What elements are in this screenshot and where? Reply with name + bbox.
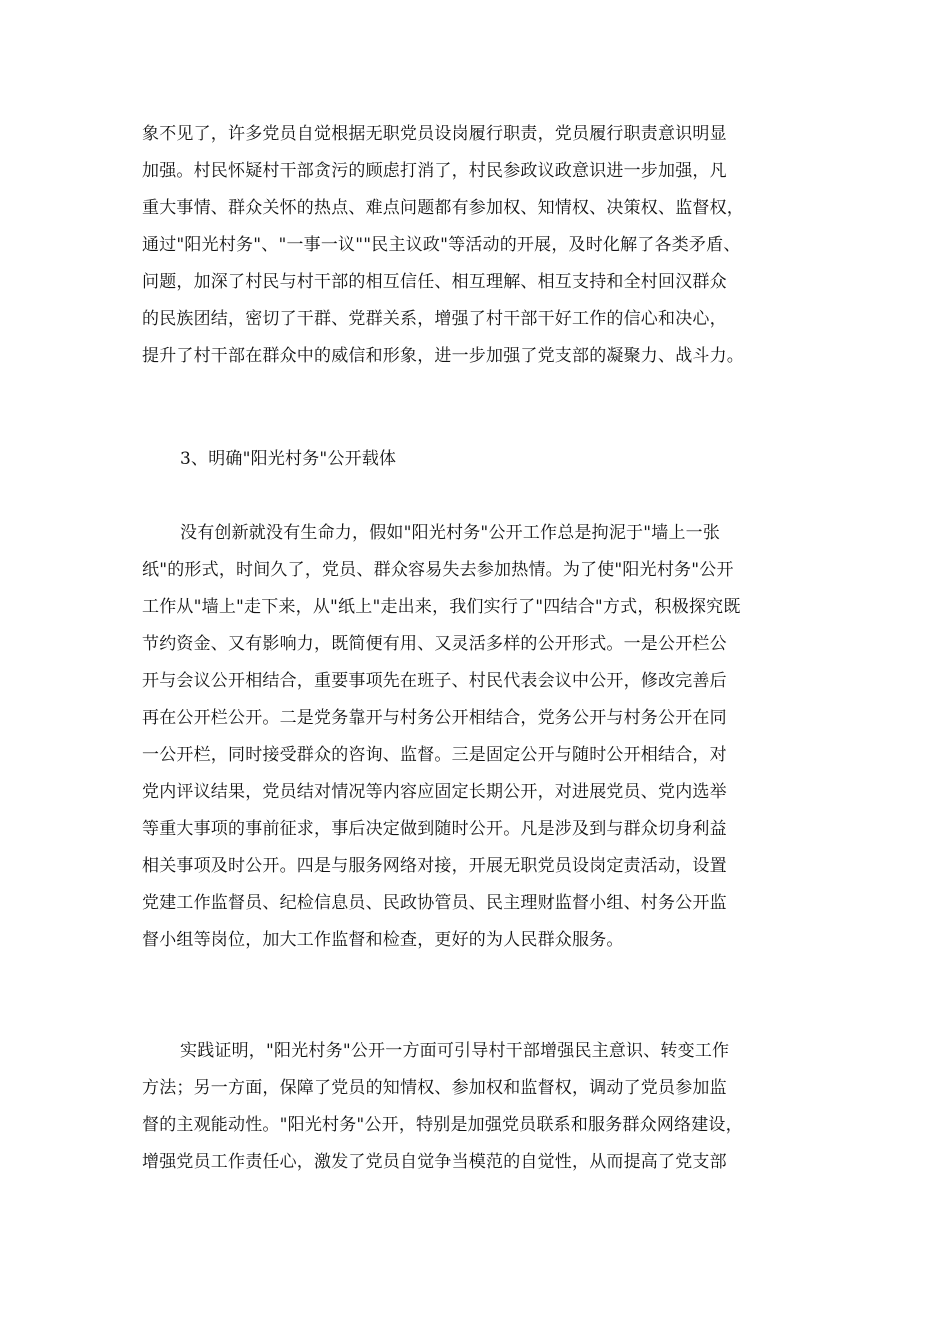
paragraph-line: 工作从"墙上"走下来，从"纸上"走出来，我们实行了"四结合"方式，积极探究既 [142, 597, 741, 617]
paragraph-line: 再在公开栏公开。二是党务靠开与村务公开相结合，党务公开与村务公开在同 [142, 708, 727, 728]
paragraph-line: 通过"阳光村务"、"一事一议""民主议政"等活动的开展，及时化解了各类矛盾、 [142, 235, 741, 255]
paragraph-line: 实践证明，"阳光村务"公开一方面可引导村干部增强民主意识、转变工作 [180, 1041, 730, 1061]
paragraph-line: 增强党员工作责任心，激发了党员自觉争当模范的自觉性，从而提高了党支部 [142, 1152, 727, 1172]
paragraph-line: 相关事项及时公开。四是与服务网络对接，开展无职党员设岗定责活动，设置 [142, 856, 727, 876]
paragraph-line: 提升了村干部在群众中的威信和形象，进一步加强了党支部的凝聚力、战斗力。 [142, 346, 744, 366]
paragraph-line: 没有创新就没有生命力，假如"阳光村务"公开工作总是拘泥于"墙上一张 [180, 523, 721, 543]
paragraph-line: 节约资金、又有影响力，既简便有用、又灵活多样的公开形式。一是公开栏公 [142, 634, 727, 654]
paragraph-line: 方法；另一方面，保障了党员的知情权、参加权和监督权，调动了党员参加监 [142, 1078, 727, 1098]
paragraph-line: 督小组等岗位，加大工作监督和检查，更好的为人民群众服务。 [142, 930, 624, 950]
paragraph-line: 问题，加深了村民与村干部的相互信任、相互理解、相互支持和全村回汉群众 [142, 272, 727, 292]
paragraph-2 [142, 515, 808, 959]
paragraph-line: 的民族团结，密切了干群、党群关系，增强了村干部干好工作的信心和决心， [142, 309, 727, 329]
paragraph-line: 等重大事项的事前征求，事后决定做到随时公开。凡是涉及到与群众切身利益 [142, 819, 727, 839]
section-heading-text: 3、明确"阳光村务"公开载体 [180, 449, 397, 469]
paragraph-line: 党内评议结果，党员结对情况等内容应固定长期公开，对进展党员、党内选举 [142, 782, 727, 802]
section-heading [142, 441, 808, 478]
paragraph-line: 督的主观能动性。"阳光村务"公开，特别是加强党员联系和服务群众网络建设， [142, 1115, 743, 1135]
paragraph-line: 象不见了，许多党员自觉根据无职党员设岗履行职责，党员履行职责意识明显 [142, 124, 727, 144]
paragraph-line: 纸"的形式，时间久了，党员、群众容易失去参加热情。为了使"阳光村务"公开 [142, 560, 734, 580]
paragraph-line: 加强。村民怀疑村干部贪污的顾虑打消了，村民参政议政意识进一步加强，凡 [142, 161, 727, 181]
paragraph-line: 开与会议公开相结合，重要事项先在班子、村民代表会议中公开，修改完善后 [142, 671, 727, 691]
paragraph-1 [142, 116, 808, 375]
paragraph-line: 党建工作监督员、纪检信息员、民政协管员、民主理财监督小组、村务公开监 [142, 893, 727, 913]
paragraph-3 [142, 1033, 808, 1181]
paragraph-line: 重大事情、群众关怀的热点、难点问题都有参加权、知情权、决策权、监督权， [142, 198, 744, 218]
paragraph-line: 一公开栏，同时接受群众的咨询、监督。三是固定公开与随时公开相结合，对 [142, 745, 727, 765]
